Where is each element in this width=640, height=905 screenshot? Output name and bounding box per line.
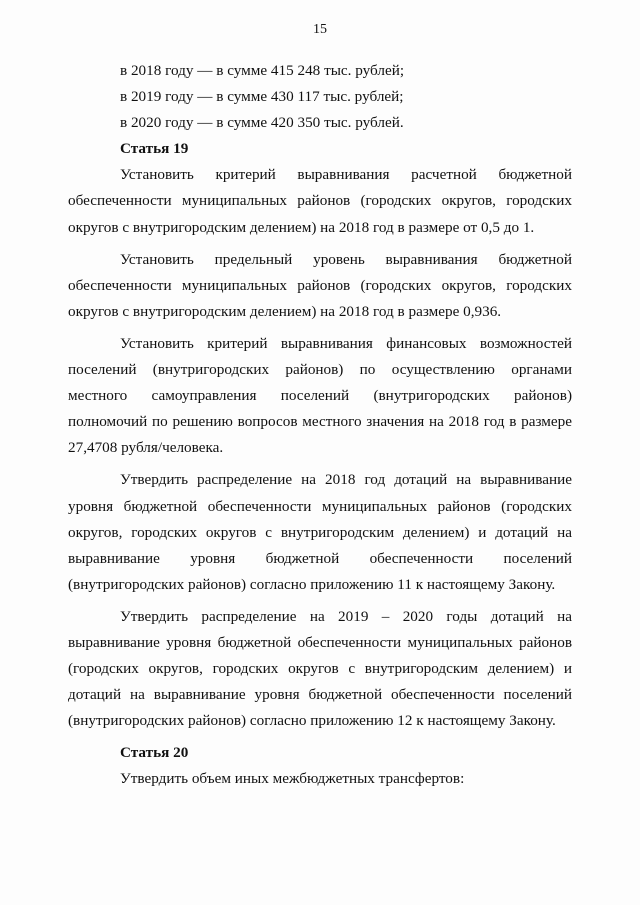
article-19-paragraph-3: Установить критерий выравнивания финансовых возможностей поселений (внутригородских районов) по осуществлению органами местного самоуправления поселений (внутригородских районов) полномочий по решению вопросов местного значения на 2018 год в размере 27,4708 рубля/человека.: [68, 334, 572, 457]
article-20-heading: Статья 20: [120, 744, 189, 762]
article-19-paragraph-1: Установить критерий выравнивания расчетной бюджетной обеспеченности муниципальных районов (городских округов, городских округов с внутригородским делением) на 2018 год в размере от 0,5 до 1.: [68, 166, 572, 236]
article-19-paragraph-2: Установить предельный уровень выравнивания бюджетной обеспеченности муниципальных районов (городских округов, городских округов с внутригородским делением) на 2018 год в размере 0,936.: [68, 250, 572, 320]
article-20-paragraph-1: Утвердить объем иных межбюджетных трансфертов:: [120, 770, 465, 788]
article-19-paragraph-4: Утвердить распределение на 2018 год дотаций на выравнивание уровня бюджетной обеспеченности муниципальных районов (городских округов, городских округов с внутригородским делением) и дотаций на выравнивание уровня бюджетной обеспеченности поселений (внутригородских районов) согласно приложению 11 к настоящему Закону.: [68, 471, 572, 593]
article-19-heading: Статья 19: [120, 140, 189, 158]
list-item: в 2019 году — в сумме 430 117 тыс. рублей;: [120, 88, 404, 106]
document-body: [68, 58, 572, 793]
list-item: в 2020 году — в сумме 420 350 тыс. рублей.: [120, 114, 404, 132]
article-19-paragraph-5: Утвердить распределение на 2019 – 2020 годы дотаций на выравнивание уровня бюджетной обеспеченности муниципальных районов (городских округов, городских округов с внутригородским делением) и дотаций на выравнивание уровня бюджетной обеспеченности поселений (внутригородских районов) согласно приложению 12 к настоящему Закону.: [68, 607, 572, 730]
page-number: 15: [313, 22, 327, 37]
list-item: в 2018 году — в сумме 415 248 тыс. рублей;: [120, 62, 405, 79]
